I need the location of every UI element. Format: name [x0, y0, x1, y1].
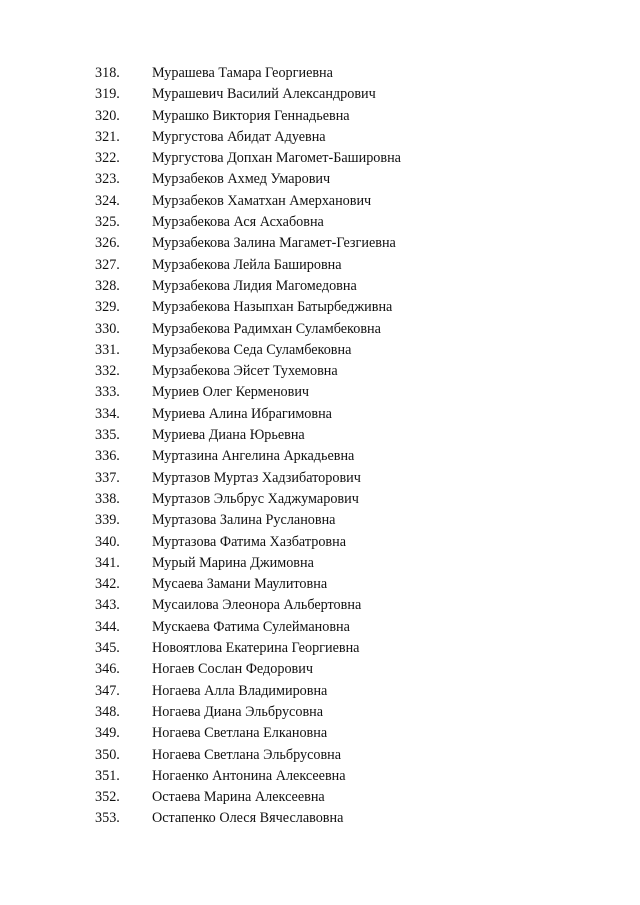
list-item — [0, 702, 640, 723]
item-number: 318. — [95, 65, 120, 81]
item-number: 343. — [95, 597, 120, 614]
item-name: Мурзабеков Хаматхан Амерханович — [152, 192, 372, 209]
item-number: 352. — [95, 789, 120, 806]
list-item — [0, 553, 640, 574]
item-name: Мусаева Замани Маулитовна — [152, 576, 328, 593]
item-number: 332. — [95, 363, 120, 380]
list-item — [0, 489, 640, 510]
item-name: Мургустова Допхан Магомет-Башировна — [152, 150, 401, 167]
list-item — [0, 595, 640, 616]
list-item — [0, 233, 640, 254]
item-number: 333. — [95, 384, 120, 401]
item-number: 341. — [95, 554, 120, 571]
item-number: 351. — [95, 767, 120, 784]
item-number: 325. — [95, 214, 120, 231]
list-item — [0, 638, 640, 659]
list-item — [0, 510, 640, 531]
item-number: 353. — [95, 810, 120, 827]
item-number: 327. — [95, 256, 120, 273]
item-name: Мурзабекова Седа Суламбековна — [152, 341, 352, 358]
item-name: Муртазина Ангелина Аркадьевна — [152, 448, 355, 465]
list-item — [0, 532, 640, 553]
item-number: 348. — [95, 703, 120, 720]
item-name: Ногаева Светлана Эльбрусовна — [152, 746, 342, 763]
item-name: Ногаенко Антонина Алексеевна — [152, 767, 346, 784]
item-name: Мурзабеков Ахмед Умарович — [152, 171, 331, 188]
list-item — [0, 745, 640, 766]
item-number: 342. — [95, 576, 120, 593]
item-number: 330. — [95, 320, 120, 337]
list-item — [0, 84, 640, 105]
list-item — [0, 659, 640, 680]
item-name: Остапенко Олеся Вячеславовна — [152, 810, 344, 827]
list-item — [0, 191, 640, 212]
item-number: 338. — [95, 490, 120, 507]
list-item — [0, 340, 640, 361]
item-number: 349. — [95, 725, 120, 742]
item-name: Мурашевич Василий Александрович — [152, 86, 376, 103]
item-name: Мургустова Абидат Адуевна — [152, 128, 326, 145]
list-item — [0, 63, 640, 84]
item-name: Муртазов Муртаз Хадзибаторович — [152, 469, 361, 486]
item-number: 324. — [95, 192, 120, 209]
list-item — [0, 106, 640, 127]
item-name: Мусаилова Элеонора Альбертовна — [152, 597, 362, 614]
list-item — [0, 382, 640, 403]
item-name: Ногаева Алла Владимировна — [152, 682, 328, 699]
list-item — [0, 446, 640, 467]
list-item — [0, 808, 640, 829]
item-number: 346. — [95, 661, 120, 678]
list-item — [0, 766, 640, 787]
list-item — [0, 319, 640, 340]
item-name: Мурзабекова Лейла Башировна — [152, 256, 342, 273]
item-name: Муриев Олег Керменович — [152, 384, 310, 401]
list-item — [0, 617, 640, 638]
item-number: 335. — [95, 427, 120, 444]
item-name: Мурзабекова Лидия Магомедовна — [152, 277, 357, 294]
list-item — [0, 681, 640, 702]
list-item — [0, 723, 640, 744]
item-number: 326. — [95, 235, 120, 252]
item-number: 321. — [95, 128, 120, 145]
list-item — [0, 148, 640, 169]
item-name: Мурзабекова Эйсет Тухемовна — [152, 363, 338, 380]
item-name: Остаева Марина Алексеевна — [152, 789, 325, 806]
list-item — [0, 787, 640, 808]
item-name: Мурзабекова Радимхан Суламбековна — [152, 320, 381, 337]
item-name: Ногаева Светлана Елкановна — [152, 725, 328, 742]
item-name: Мурый Марина Джимовна — [152, 554, 314, 571]
item-name: Мурзабекова Залина Магамет-Гезгиевна — [152, 235, 396, 252]
list-item — [0, 169, 640, 190]
item-name: Ногаева Диана Эльбрусовна — [152, 703, 324, 720]
item-number: 322. — [95, 150, 120, 167]
item-number: 323. — [95, 171, 120, 188]
list-item — [0, 468, 640, 489]
item-name: Мускаева Фатима Сулеймановна — [152, 618, 350, 635]
item-name: Муртазова Залина Руслановна — [152, 512, 336, 529]
item-name: Мурзабекова Ася Асхабовна — [152, 214, 324, 231]
list-item — [0, 212, 640, 233]
list-item — [0, 574, 640, 595]
item-name: Новоятлова Екатерина Георгиевна — [152, 640, 360, 657]
item-name: Муртазов Эльбрус Хаджумарович — [152, 490, 359, 507]
list-item — [0, 127, 640, 148]
item-number: 344. — [95, 618, 120, 635]
item-number: 339. — [95, 512, 120, 529]
item-name: Муртазова Фатима Хазбатровна — [152, 533, 347, 550]
list-item — [0, 276, 640, 297]
list-item — [0, 297, 640, 318]
list-item — [0, 425, 640, 446]
item-number: 340. — [95, 533, 120, 550]
item-name: Мурзабекова Назыпхан Батырбедживна — [152, 299, 393, 316]
item-number: 329. — [95, 299, 120, 316]
list-item — [0, 361, 640, 382]
list-item — [0, 255, 640, 276]
name-list — [0, 63, 640, 830]
item-name: Мурашева Тамара Георгиевна — [152, 65, 333, 81]
item-name: Муриева Алина Ибрагимовна — [152, 405, 332, 422]
item-number: 331. — [95, 341, 120, 358]
item-number: 328. — [95, 277, 120, 294]
item-number: 345. — [95, 640, 120, 657]
item-number: 337. — [95, 469, 120, 486]
item-number: 350. — [95, 746, 120, 763]
list-item — [0, 404, 640, 425]
item-name: Мурашко Виктория Геннадьевна — [152, 107, 350, 124]
item-number: 319. — [95, 86, 120, 103]
item-number: 334. — [95, 405, 120, 422]
item-name: Ногаев Сослан Федорович — [152, 661, 313, 678]
item-number: 336. — [95, 448, 120, 465]
item-number: 320. — [95, 107, 120, 124]
item-number: 347. — [95, 682, 120, 699]
item-name: Муриева Диана Юрьевна — [152, 427, 305, 444]
